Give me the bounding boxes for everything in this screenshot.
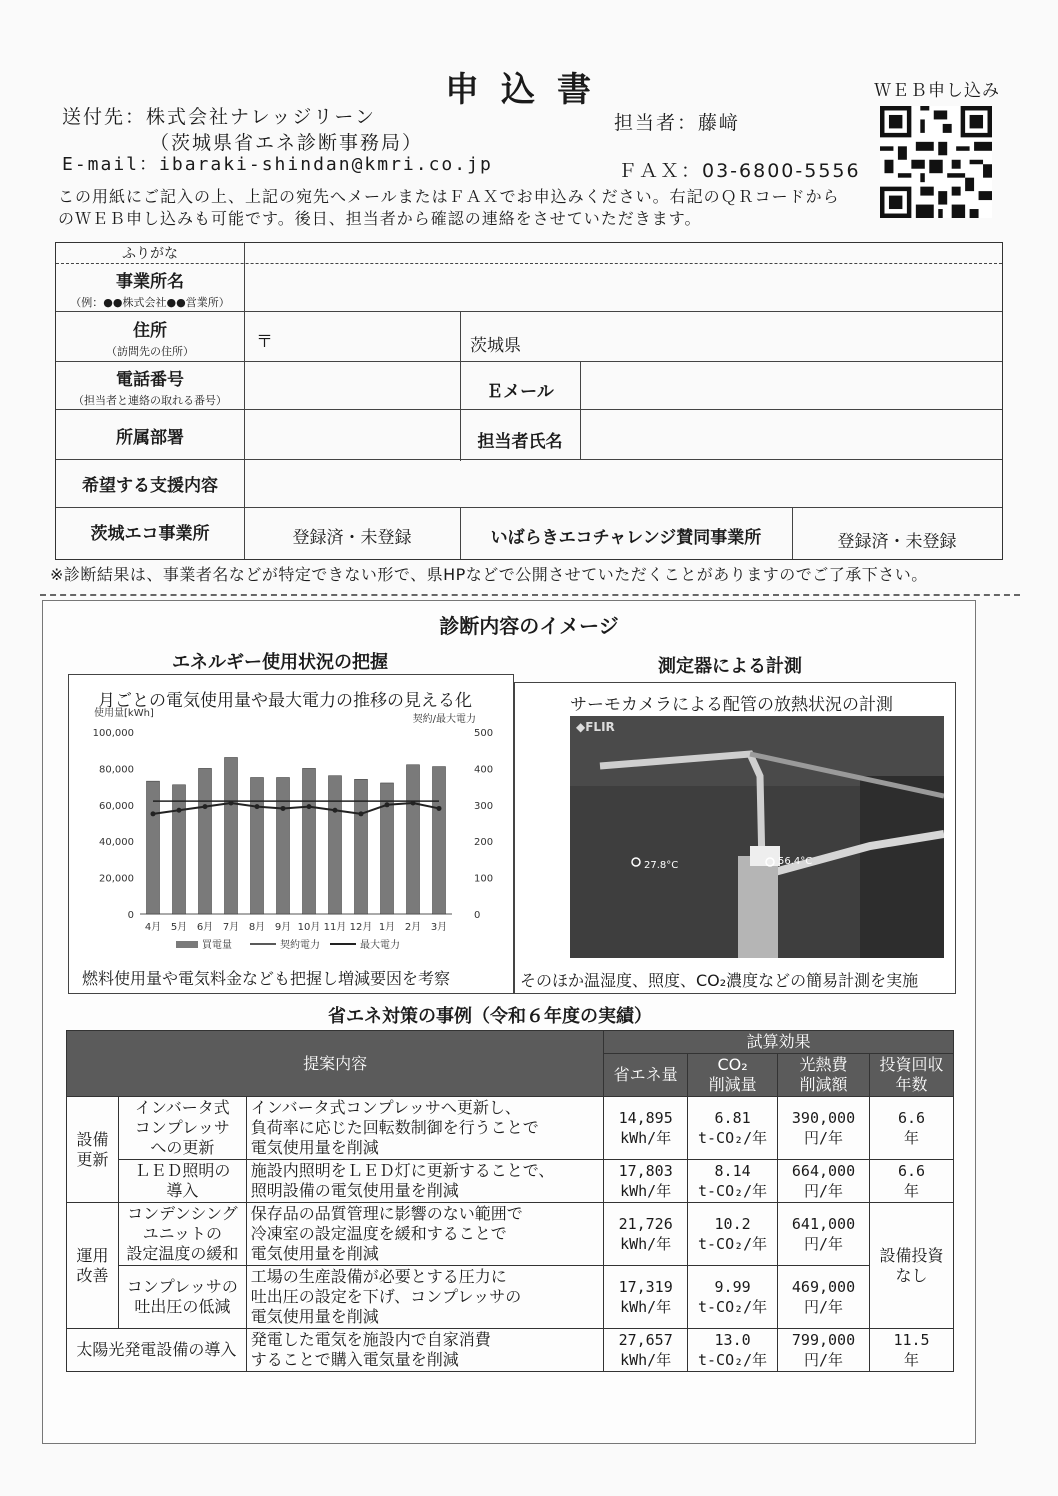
case-payback: 6.6 年 <box>870 1160 954 1203</box>
case-payback: 設備投資 なし <box>870 1203 954 1329</box>
col-cost: 光熱費 削減額 <box>778 1054 870 1097</box>
thermo-camera-image <box>570 716 944 958</box>
group-operation: 運用 改善 <box>67 1203 119 1329</box>
cases-title: 省エネ対策の事例（令和６年度の実績） <box>328 1006 652 1027</box>
measurement-heading: 測定器による計測 <box>658 656 802 677</box>
case-energy: 21,726 kWh/年 <box>604 1203 688 1266</box>
col-co2: CO₂ 削減量 <box>688 1054 778 1097</box>
col-payback: 投資回収 年数 <box>870 1054 954 1097</box>
bar-purchased <box>407 765 420 914</box>
x-tick-label: 1月 <box>378 922 396 933</box>
furigana-label: ふりがな <box>122 246 178 262</box>
web-apply-label: ＷＥＢ申し込み <box>874 81 1000 101</box>
table-row <box>67 1266 954 1329</box>
point-max <box>177 808 182 813</box>
chart-ylabel: 使用量[kWh] <box>94 708 154 719</box>
case-desc: インバータ式コンプレッサへ更新し、 負荷率に応じた回転数制御を行うことで 電気使用量を削減 <box>246 1097 603 1160</box>
bar-purchased <box>199 768 212 914</box>
bar-purchased <box>329 776 342 914</box>
case-co2: 6.81 t-CO₂/年 <box>688 1097 778 1160</box>
bar-purchased <box>303 768 316 914</box>
x-tick-label: 10月 <box>297 922 321 933</box>
y-tick-label: 80,000 <box>99 764 134 776</box>
person-name-label: 担当者氏名 <box>477 432 563 452</box>
case-name: 太陽光発電設備の導入 <box>67 1329 247 1372</box>
y2-tick-label: 300 <box>474 800 494 812</box>
table-row <box>67 1160 954 1203</box>
case-co2: 9.99 t-CO₂/年 <box>688 1266 778 1329</box>
x-tick-label: 8月 <box>248 922 266 933</box>
email-label: Ｅメール <box>486 382 554 402</box>
thermo-temp-1: 27.8°C <box>644 860 679 871</box>
col-proposal: 提案内容 <box>67 1031 604 1097</box>
point-max <box>411 800 416 805</box>
thermo-caption: そのほか温湿度、照度、CO₂濃度などの簡易計測を実施 <box>520 971 919 990</box>
case-desc: 発電した電気を施設内で自家消費 することで購入電気量を削減 <box>246 1329 603 1372</box>
chart-title: 月ごとの電気使用量や最大電力の推移の見える化 <box>98 691 472 711</box>
postal-mark: 〒 <box>256 332 273 352</box>
y2-tick-label: 100 <box>474 873 494 885</box>
eco-office-label: 茨城エコ事業所 <box>90 524 210 544</box>
application-form <box>55 242 1003 560</box>
x-tick-label: 4月 <box>144 922 162 933</box>
qr-code-icon[interactable] <box>880 106 992 218</box>
point-max <box>385 802 390 807</box>
thermo-temp-2: 56.4°C <box>778 856 813 867</box>
office-name-example: （例：●●株式会社●●営業所） <box>70 296 230 309</box>
prefecture-text: 茨城県 <box>470 336 521 356</box>
contact-person: 担当者：藤﨑 <box>614 112 741 134</box>
y-tick-label: 0 <box>127 910 134 921</box>
cases-table <box>66 1030 954 1372</box>
x-tick-label: 11月 <box>323 922 347 933</box>
office-name: （茨城県省エネ診断事務局） <box>150 132 424 154</box>
bar-purchased <box>225 757 238 914</box>
cut-line <box>40 594 1020 596</box>
flir-logo: ◆FLIR <box>576 720 615 734</box>
office-name-label: 事業所名 （例：●●株式会社●●営業所） <box>56 267 244 310</box>
case-energy: 27,657 kWh/年 <box>604 1329 688 1372</box>
energy-usage-heading: エネルギー使用状況の把握 <box>172 652 388 673</box>
contact-email[interactable]: E-mail：ibaraki-shindan@kmri.co.jp <box>62 154 493 175</box>
x-tick-label: 6月 <box>196 922 214 933</box>
phone-note: （担当者と連絡の取れる番号） <box>73 394 227 407</box>
point-max <box>151 811 156 816</box>
group-equipment: 設備 更新 <box>67 1097 119 1203</box>
case-desc: 保存品の品質管理に影響のない範囲で 冷凍室の設定温度を緩和することで 電気使用量を削減 <box>246 1203 603 1266</box>
x-tick-label: 5月 <box>170 922 188 933</box>
legend-max: 最大電力 <box>360 940 400 951</box>
col-effect: 試算効果 <box>604 1031 954 1054</box>
case-payback: 11.5 年 <box>870 1329 954 1372</box>
y2-tick-label: 200 <box>474 837 494 849</box>
case-cost: 469,000 円/年 <box>778 1266 870 1329</box>
support-label: 希望する支援内容 <box>82 476 218 496</box>
point-max <box>437 806 442 811</box>
y2-tick-label: 400 <box>474 764 494 776</box>
y-tick-label: 40,000 <box>99 837 134 849</box>
case-energy: 14,895 kWh/年 <box>604 1097 688 1160</box>
case-name: コンデンシング ユニットの 設定温度の緩和 <box>118 1203 246 1266</box>
point-max <box>307 804 312 809</box>
bar-purchased <box>173 785 186 914</box>
point-max <box>255 804 260 809</box>
col-energy: 省エネ量 <box>604 1054 688 1097</box>
eco-office-status[interactable]: 登録済・未登録 <box>292 528 412 548</box>
contact-fax: ＦＡＸ：03-6800-5556 <box>618 160 861 182</box>
x-tick-label: 2月 <box>404 922 422 933</box>
line-max <box>153 803 439 814</box>
intro-text: この用紙にご記入の上、上記の宛先へメールまたはＦＡＸでお申込みください。右記のＱＲコードからのＷＥＢ申し込みも可能です。後日、担当者から確認の連絡をさせていただきます。 <box>58 187 840 228</box>
chart-y2label: 契約/最大電力 <box>412 714 476 725</box>
electricity-chart <box>80 706 500 958</box>
y2-tick-label: 500 <box>474 728 494 739</box>
y2-tick-label: 0 <box>474 910 481 921</box>
case-co2: 8.14 t-CO₂/年 <box>688 1160 778 1203</box>
y-tick-label: 20,000 <box>99 873 134 885</box>
table-row <box>67 1097 954 1160</box>
case-name: インバータ式 コンプレッサ への更新 <box>118 1097 246 1160</box>
legend-swatch-purchased <box>176 941 198 948</box>
phone-label: 電話番号 （担当者と連絡の取れる番号） <box>56 365 244 408</box>
y-tick-label: 100,000 <box>92 728 134 739</box>
chart-caption: 燃料使用量や電気料金なども把握し増減要因を考察 <box>82 969 451 988</box>
eco-challenge-status[interactable]: 登録済・未登録 <box>837 532 957 552</box>
case-energy: 17,319 kWh/年 <box>604 1266 688 1329</box>
point-max <box>281 806 286 811</box>
case-cost: 799,000 円/年 <box>778 1329 870 1372</box>
bar-purchased <box>277 778 290 915</box>
disclosure-note: ※診断結果は、事業者名などが特定できない形で、県HPなどで公開させていただくことがありますのでご了承下さい。 <box>50 565 928 584</box>
bar-purchased <box>251 778 264 915</box>
eco-challenge-label: いばらきエコチャレンジ賛同事業所 <box>490 528 762 548</box>
point-max <box>229 800 234 805</box>
case-payback: 6.6 年 <box>870 1097 954 1160</box>
case-co2: 13.0 t-CO₂/年 <box>688 1329 778 1372</box>
department-label: 所属部署 <box>116 428 184 448</box>
page-title: 申込書 <box>445 70 613 110</box>
address-label: 住所 （訪問先の住所） <box>56 316 244 359</box>
send-to: 送付先：株式会社ナレッジリーン <box>62 106 377 128</box>
table-row <box>67 1203 954 1266</box>
x-tick-label: 12月 <box>349 922 373 933</box>
x-tick-label: 9月 <box>274 922 292 933</box>
y-tick-label: 60,000 <box>99 800 134 812</box>
case-desc: 工場の生産設備が必要とする圧力に 吐出圧の設定を下げ、コンプレッサの 電気使用量を削減 <box>246 1266 603 1329</box>
point-max <box>333 808 338 813</box>
case-co2: 10.2 t-CO₂/年 <box>688 1203 778 1266</box>
diagnosis-title: 診断内容のイメージ <box>439 614 619 638</box>
point-max <box>359 811 364 816</box>
case-desc: 施設内照明をＬＥＤ灯に更新することで、 照明設備の電気使用量を削減 <box>246 1160 603 1203</box>
bar-purchased <box>355 779 368 914</box>
x-tick-label: 7月 <box>222 922 240 933</box>
bar-purchased <box>433 767 446 914</box>
case-cost: 641,000 円/年 <box>778 1203 870 1266</box>
case-name: コンプレッサの 吐出圧の低減 <box>118 1266 246 1329</box>
case-cost: 664,000 円/年 <box>778 1160 870 1203</box>
case-name: ＬＥＤ照明の 導入 <box>118 1160 246 1203</box>
legend-contract: 契約電力 <box>280 940 320 951</box>
address-note: （訪問先の住所） <box>106 345 194 358</box>
table-row <box>67 1329 954 1372</box>
legend-purchased: 買電量 <box>202 940 232 951</box>
thermo-title: サーモカメラによる配管の放熱状況の計測 <box>570 695 893 715</box>
point-max <box>203 804 208 809</box>
x-tick-label: 3月 <box>430 922 448 933</box>
case-energy: 17,803 kWh/年 <box>604 1160 688 1203</box>
case-cost: 390,000 円/年 <box>778 1097 870 1160</box>
